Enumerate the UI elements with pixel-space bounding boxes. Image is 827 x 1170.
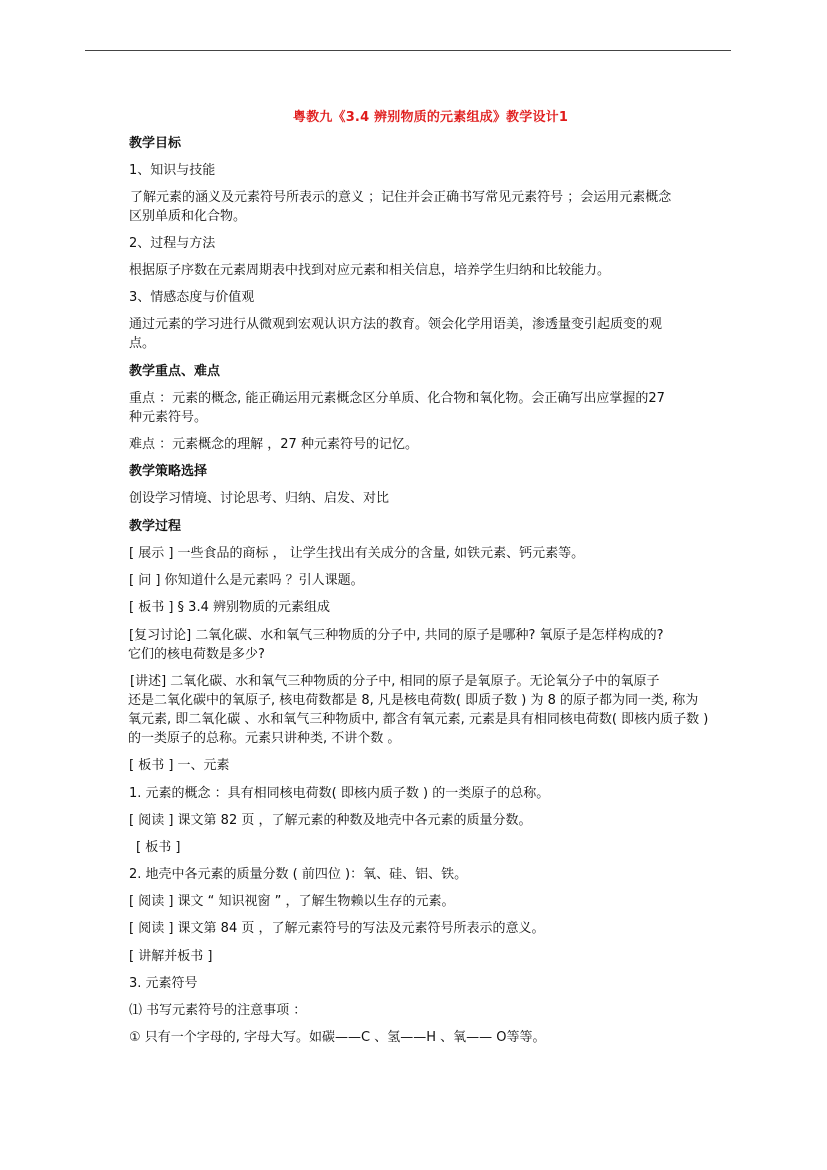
paragraph-line: 还是二氧化碳中的氧原子, 核电荷数都是 8, 凡是核电荷数( 即质子数 ) 为 8 的原子都为同一类, 称为 bbox=[128, 693, 699, 708]
paragraph-line: 难点 ：元素概念的理解 ，27 种元素符号的记忆。 bbox=[129, 437, 418, 452]
paragraph-line: 创设学习情境、讨论思考、归纳、启发、对比 bbox=[129, 491, 390, 506]
subheading-attitude: 3、情感态度与价值观 bbox=[129, 290, 255, 305]
paragraph-line: [ 阅读 ] 课文 “ 知识视窗 ” ，了解生物赖以生存的元素。 bbox=[129, 894, 455, 909]
paragraph-line: 1. 元素的概念 ：具有相同核电荷数( 即核内质子数 ) 的一类原子的总称。 bbox=[129, 786, 550, 801]
heading-process: 教学过程 bbox=[129, 519, 182, 534]
heading-strategy: 教学策略选择 bbox=[129, 464, 208, 479]
paragraph-line: 重点 ：元素的概念, 能正确运用元素概念区分单质、化合物和氧化物。会正确写出应掌握的27 bbox=[129, 391, 665, 406]
paragraph-line: [讲述] 二氧化碳、水和氧气三种物质的分子中, 相同的原子是氧原子。无论氧分子中的氧原子 bbox=[130, 674, 660, 689]
paragraph-line: [ 板书 ] bbox=[136, 840, 181, 855]
paragraph-line: 的一类原子的总称。元素只讲种类, 不讲个数 。 bbox=[128, 731, 401, 746]
paragraph-line: [ 展示 ] 一些食品的商标 ， 让学生找出有关成分的含量, 如铁元素、钙元素等。 bbox=[129, 546, 585, 561]
paragraph-line: 它们的核电荷数是多少? bbox=[128, 647, 265, 662]
heading-objectives: 教学目标 bbox=[129, 136, 182, 151]
paragraph-line: [复习讨论] 二氧化碳、水和氧气三种物质的分子中, 共同的原子是哪种? 氧原子是怎样构成的? bbox=[129, 628, 664, 643]
paragraph-line: ① 只有一个字母的, 字母大写。如碳——C 、氢——H 、氧—— O等等。 bbox=[129, 1030, 546, 1045]
header-rule bbox=[85, 50, 731, 51]
paragraph-line: [ 问 ] 你知道什么是元素吗 ？引人课题。 bbox=[129, 573, 364, 588]
paragraph-line: 了解元素的涵义及元素符号所表示的意义 ；记住并会正确书写常见元素符号 ；会运用元素概念 bbox=[130, 190, 672, 205]
heading-key-points: 教学重点、难点 bbox=[129, 364, 221, 379]
paragraph-line: 3. 元素符号 bbox=[129, 976, 198, 991]
paragraph-line: 区别单质和化合物。 bbox=[129, 209, 247, 224]
document-title: 粤教九《3.4 辨别物质的元素组成》教学设计1 bbox=[292, 110, 569, 125]
paragraph-line: [ 阅读 ] 课文第 84 页 ，了解元素符号的写法及元素符号所表示的意义。 bbox=[129, 921, 545, 936]
paragraph-line: 通过元素的学习进行从微观到宏观认识方法的教育。领会化学用语美，渗透量变引起质变的观 bbox=[129, 317, 663, 332]
subheading-knowledge: 1、知识与技能 bbox=[129, 163, 216, 178]
paragraph-line: [ 讲解并板书 ] bbox=[129, 949, 213, 964]
paragraph-line: 根据原子序数在元素周期表中找到对应元素和相关信息，培养学生归纳和比较能力。 bbox=[129, 263, 611, 278]
paragraph-line: ⑴ 书写元素符号的注意事项 ： bbox=[129, 1003, 307, 1018]
paragraph-line: 点。 bbox=[129, 336, 156, 351]
paragraph-line: 氧元素, 即二氧化碳 、水和氧气三种物质中, 都含有氧元素, 元素是具有相同核电荷数( 即核内质子数 ) bbox=[128, 712, 709, 727]
paragraph-line: 种元素符号。 bbox=[129, 410, 208, 425]
paragraph-line: [ 板书 ] § 3.4 辨别物质的元素组成 bbox=[129, 600, 330, 615]
paragraph-line: [ 板书 ] 一、元素 bbox=[129, 758, 230, 773]
paragraph-line: 2. 地壳中各元素的质量分数 ( 前四位 )：氧、硅、铝、铁。 bbox=[129, 867, 468, 882]
subheading-process: 2、过程与方法 bbox=[129, 236, 216, 251]
paragraph-line: [ 阅读 ] 课文第 82 页 ，了解元素的种数及地壳中各元素的质量分数。 bbox=[129, 813, 532, 828]
